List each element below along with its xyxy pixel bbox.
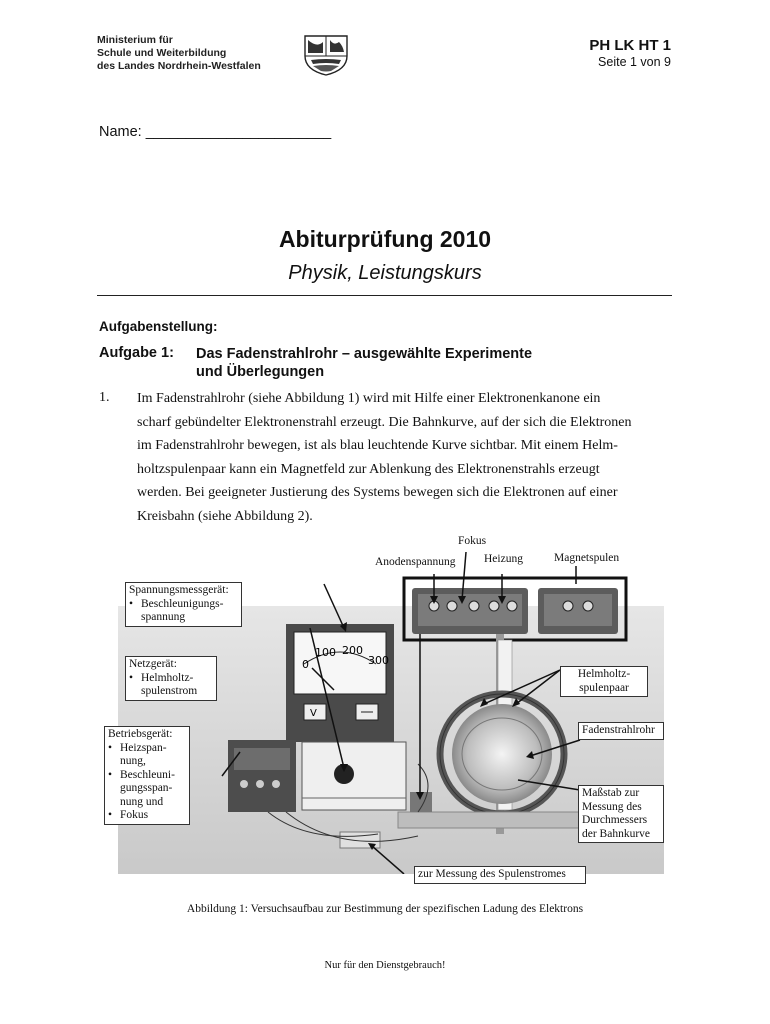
label-betriebsgeraet — [104, 726, 190, 825]
meter-unit: V — [310, 708, 317, 719]
task-label: Aufgabe 1: — [99, 345, 174, 361]
ministry-line-3: des Landes Nordrhein-Westfalen — [97, 60, 261, 72]
paragraph-line: holtzspulenpaar kann ein Magnetfeld zur Ablenkung des Elektronenstrahls erzeugt — [137, 461, 600, 477]
nrw-crest-icon — [301, 34, 351, 76]
footer-note: Nur für den Dienstgebrauch! — [324, 960, 446, 971]
label-netzgeraet — [125, 656, 217, 701]
label-title: Netzgerät: — [129, 658, 177, 670]
item-number: 1. — [99, 390, 110, 405]
label-fadenstrahlrohr: Fadenstrahlrohr — [578, 722, 664, 740]
label-massstab: Maßstab zur Messung des Durchmessers der Bahnkurve — [578, 785, 664, 843]
figure-caption: Abbildung 1: Versuchsaufbau zur Bestimmung der spezifischen Ladung des Elektrons — [186, 903, 584, 915]
label-fokus: Fokus — [458, 535, 487, 547]
document-code: PH LK HT 1 — [589, 37, 671, 54]
task-title-line-2: und Überlegungen — [196, 364, 325, 380]
meter-tick-label: 300 — [368, 654, 389, 667]
label-item: • Heizspan-nung, — [108, 742, 186, 769]
label-item: • Helmholtz-spulenstrom — [129, 672, 213, 699]
task-title-line-1: Das Fadenstrahlrohr – ausgewählte Experimente — [196, 346, 533, 362]
paragraph-line: Im Fadenstrahlrohr (siehe Abbildung 1) wird mit Hilfe einer Elektronenkanone ein — [137, 391, 601, 406]
paragraph-line: scharf gebündelter Elektronenstrahl erzeugt. Die Bahnkurve, auf der sich die Elektronen — [137, 414, 632, 430]
label-anodenspannung: Anodenspannung — [375, 556, 456, 568]
label-title: Betriebsgerät: — [108, 728, 173, 740]
paragraph-line: Kreisbahn (siehe Abbildung 2). — [137, 508, 313, 524]
title-divider — [97, 295, 672, 296]
document-subtitle: Physik, Leistungskurs — [288, 262, 482, 284]
label-spannungsmessgeraet — [125, 582, 242, 627]
page-number: Seite 1 von 9 — [598, 55, 671, 69]
label-item: • Fokus — [108, 809, 186, 823]
document-title: Abiturprüfung 2010 — [278, 226, 492, 252]
label-title: Spannungsmessgerät: — [129, 584, 229, 596]
meter-tick-label: 0 — [302, 658, 309, 671]
ministry-line-1: Ministerium für — [97, 34, 173, 46]
meter-tick-label: 100 — [315, 646, 336, 659]
label-item: • Beschleunigungs-spannung — [129, 598, 238, 625]
ministry-line-2: Schule und Weiterbildung — [97, 47, 227, 59]
label-spulenstrom: zur Messung des Spulenstromes — [414, 866, 586, 884]
label-item: • Beschleuni-gungsspan-nung und — [108, 769, 186, 810]
name-field-label: Name: _______________________ — [99, 124, 332, 140]
section-label: Aufgabenstellung: — [99, 319, 218, 334]
ministry-name — [97, 34, 261, 73]
paragraph-line: im Fadenstrahlrohr bewegen, ist als blau leuchtende Kurve sichtbar. Mit einem Helm- — [137, 438, 618, 454]
task-title — [196, 345, 626, 381]
paragraph-line: werden. Bei geeigneter Justierung des Systems bewegen sich die Elektronen auf einer — [137, 485, 618, 501]
meter-tick-label: 200 — [342, 644, 363, 657]
label-magnetspulen: Magnetspulen — [554, 552, 620, 564]
label-heizung: Heizung — [484, 553, 523, 565]
item-paragraph — [137, 387, 675, 529]
label-helmholtz: Helmholtz-spulenpaar — [560, 666, 648, 697]
